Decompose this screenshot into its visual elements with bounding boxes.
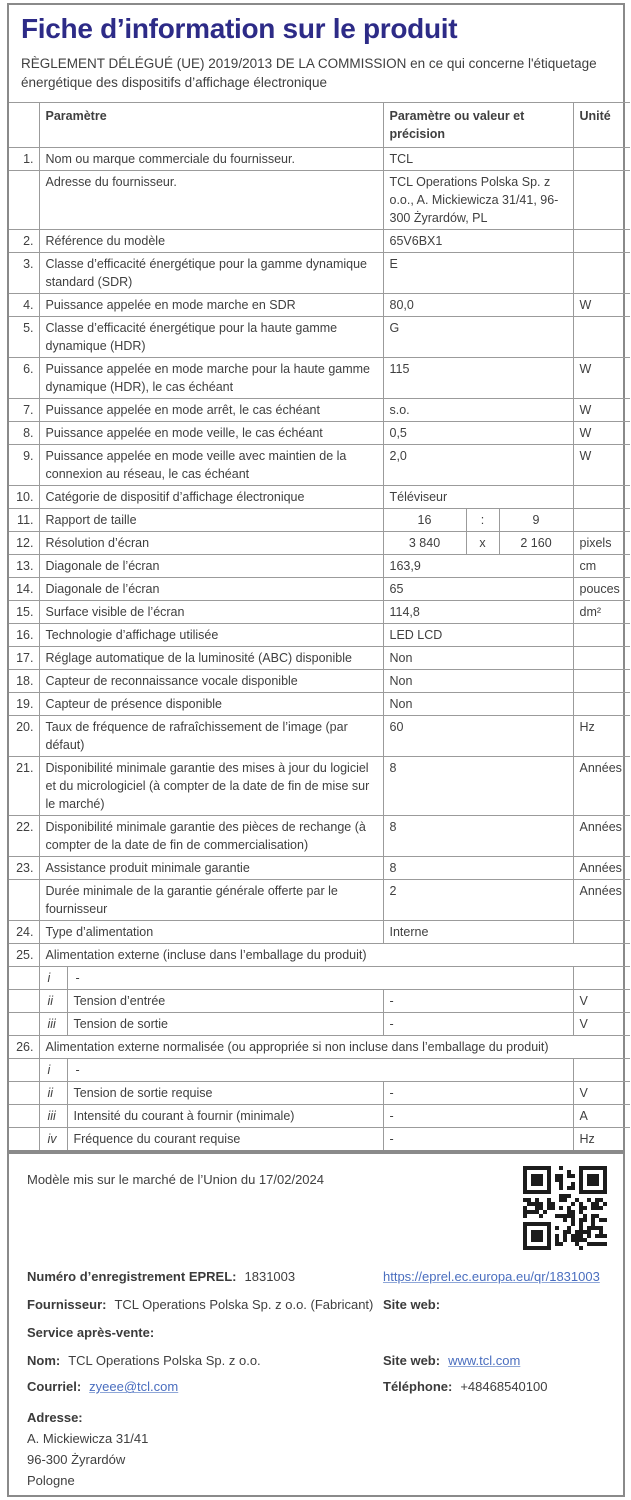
row-number: 23. (9, 857, 39, 880)
param-label: Catégorie de dispositif d’affichage électronique (39, 486, 383, 509)
ratio-height: 9 (532, 513, 540, 528)
table-row (9, 253, 630, 294)
eprel-number: 1831003 (244, 1269, 296, 1285)
param-value: - (383, 1105, 573, 1128)
row-number: 8. (9, 422, 39, 445)
email-label: Courriel: (27, 1379, 82, 1395)
param-label: Rapport de taille (39, 509, 383, 532)
param-label: Adresse du fournisseur. (39, 171, 383, 230)
param-unit: W (573, 358, 630, 399)
param-unit: V (573, 1013, 630, 1036)
param-value: Non (383, 647, 573, 670)
param-unit (573, 670, 630, 693)
param-unit: A (573, 1105, 630, 1128)
param-label: Référence du modèle (39, 230, 383, 253)
eprel-row (27, 1269, 607, 1284)
row-number: 20. (9, 716, 39, 757)
param-value: Téléviseur (383, 486, 573, 509)
param-label: Classe d’efficacité énergétique pour la haute gamme dynamique (HDR) (39, 317, 383, 358)
row-number: 15. (9, 601, 39, 624)
table-row (9, 757, 630, 816)
table-subrow (9, 990, 630, 1013)
registration-footer-box (7, 1152, 625, 1497)
table-row (9, 857, 630, 880)
table-row (9, 647, 630, 670)
row-number (9, 1128, 39, 1151)
param-value: 80,0 (383, 294, 573, 317)
table-row (9, 509, 630, 532)
param-label: Disponibilité minimale garantie des mises à jour du logiciel et du micrologiciel (à compter de la date de fin de mise sur le marché) (39, 757, 383, 816)
row-number: 12. (9, 532, 39, 555)
table-row (9, 716, 630, 757)
table-section-row (9, 1036, 630, 1059)
row-number (9, 967, 39, 990)
row-number: 19. (9, 693, 39, 716)
product-info-box (7, 3, 625, 1152)
param-unit: Hz (573, 716, 630, 757)
param-unit (573, 230, 630, 253)
param-unit (573, 486, 630, 509)
table-row (9, 555, 630, 578)
resolution-height: 2 160 (520, 536, 552, 551)
qr-code (523, 1166, 607, 1250)
param-unit (573, 1059, 630, 1082)
param-value: - (383, 1013, 573, 1036)
param-label: Tension de sortie (67, 1013, 383, 1036)
param-unit (573, 624, 630, 647)
param-label: Résolution d’écran (39, 532, 383, 555)
row-number: 18. (9, 670, 39, 693)
phone-value: +48468540100 (460, 1379, 548, 1395)
param-label: Puissance appelée en mode arrêt, le cas échéant (39, 399, 383, 422)
row-number: 24. (9, 921, 39, 944)
param-label: Puissance appelée en mode veille avec maintien de la connexion au réseau, le cas échéant (39, 445, 383, 486)
param-value: 8 (383, 757, 573, 816)
row-number: 22. (9, 816, 39, 857)
param-label: Surface visible de l’écran (39, 601, 383, 624)
row-number: 16. (9, 624, 39, 647)
param-value: - (383, 990, 573, 1013)
row-number (9, 1082, 39, 1105)
table-subrow (9, 1105, 630, 1128)
param-label: Réglage automatique de la luminosité (ABC) disponible (39, 647, 383, 670)
param-value: 0,5 (383, 422, 573, 445)
table-subrow (9, 967, 630, 990)
param-value: 65V6BX1 (383, 230, 573, 253)
param-unit (573, 967, 630, 990)
row-number: 10. (9, 486, 39, 509)
section-label: Alimentation externe (incluse dans l’emballage du produit) (39, 944, 630, 967)
param-value: - (383, 1082, 573, 1105)
param-label: Diagonale de l’écran (39, 578, 383, 601)
email-link[interactable]: zyeee@tcl.com (89, 1379, 179, 1395)
param-unit (573, 921, 630, 944)
param-label: Fréquence du courant requise (67, 1128, 383, 1151)
table-row (9, 230, 630, 253)
name-label: Nom: (27, 1353, 61, 1369)
param-value: 8 (383, 816, 573, 857)
param-label: Tension d’entrée (67, 990, 383, 1013)
row-number (9, 171, 39, 230)
param-unit (573, 317, 630, 358)
table-row (9, 294, 630, 317)
subrow-numeral: i (39, 967, 67, 990)
param-label: Intensité du courant à fournir (minimale) (67, 1105, 383, 1128)
param-value: 65 (383, 578, 573, 601)
row-number: 1. (9, 148, 39, 171)
supplier-label: Fournisseur: (27, 1297, 107, 1313)
row-number (9, 880, 39, 921)
eprel-label: Numéro d’enregistrement EPREL: (27, 1269, 237, 1285)
row-number: 2. (9, 230, 39, 253)
param-unit: Années (573, 757, 630, 816)
subrow-numeral: i (39, 1059, 67, 1082)
param-value: Non (383, 670, 573, 693)
param-unit: V (573, 1082, 630, 1105)
param-label: Disponibilité minimale garantie des pièces de rechange (à compter de la date de fin de commercialisation) (39, 816, 383, 857)
supplier-value: TCL Operations Polska Sp. z o.o. (Fabricant) (114, 1297, 374, 1313)
param-label: Technologie d’affichage utilisée (39, 624, 383, 647)
param-value: 2,0 (383, 445, 573, 486)
table-row (9, 921, 630, 944)
param-unit (573, 171, 630, 230)
row-number (9, 990, 39, 1013)
param-value: Non (383, 693, 573, 716)
table-row (9, 816, 630, 857)
address-line: A. Mickiewicza 31/41 (27, 1431, 149, 1447)
param-value-split (383, 532, 573, 555)
param-unit: W (573, 399, 630, 422)
table-row (9, 445, 630, 486)
subrow-numeral: ii (39, 990, 67, 1013)
resolution-width: 3 840 (408, 536, 441, 551)
param-label: Capteur de présence disponible (39, 693, 383, 716)
param-unit: W (573, 445, 630, 486)
row-number: 21. (9, 757, 39, 816)
table-row (9, 317, 630, 358)
service-name-row (27, 1353, 607, 1368)
param-unit: W (573, 422, 630, 445)
table-row (9, 601, 630, 624)
address-block (27, 1407, 607, 1491)
param-label: Puissance appelée en mode veille, le cas échéant (39, 422, 383, 445)
param-label: Classe d’efficacité énergétique pour la gamme dynamique standard (SDR) (39, 253, 383, 294)
param-unit: pouces (573, 578, 630, 601)
param-value: TCL Operations Polska Sp. z o.o., A. Mickiewicza 31/41, 96-300 Żyrardów, PL (383, 171, 573, 230)
param-unit (573, 509, 630, 532)
row-number: 11. (9, 509, 39, 532)
param-label: Puissance appelée en mode marche pour la haute gamme dynamique (HDR), le cas échéant (39, 358, 383, 399)
param-value: 60 (383, 716, 573, 757)
contact-row (27, 1379, 607, 1394)
param-unit: pixels (573, 532, 630, 555)
row-number: 26. (9, 1036, 39, 1059)
subrow-numeral: iii (39, 1105, 67, 1128)
row-number: 25. (9, 944, 39, 967)
address-line: Pologne (27, 1473, 75, 1489)
param-value: 163,9 (383, 555, 573, 578)
name-value: TCL Operations Polska Sp. z o.o. (68, 1353, 261, 1369)
param-label: Nom ou marque commerciale du fournisseur. (39, 148, 383, 171)
param-unit (573, 148, 630, 171)
supplier-row (27, 1297, 607, 1312)
row-number (9, 1105, 39, 1128)
ratio-width: 16 (417, 513, 432, 528)
param-value-split (383, 509, 573, 532)
table-subrow (9, 1082, 630, 1105)
address-line: 96-300 Żyrardów (27, 1452, 126, 1468)
param-label: Durée minimale de la garantie générale offerte par le fournisseur (39, 880, 383, 921)
param-unit: V (573, 990, 630, 1013)
eprel-link[interactable]: https://eprel.ec.europa.eu/qr/1831003 (383, 1269, 600, 1285)
ratio-separator: : (466, 509, 500, 531)
table-header-row (9, 103, 630, 148)
param-value: LED LCD (383, 624, 573, 647)
header-value: Paramètre ou valeur et précision (383, 103, 573, 148)
param-unit (573, 253, 630, 294)
row-number: 14. (9, 578, 39, 601)
table-row (9, 148, 630, 171)
row-number: 5. (9, 317, 39, 358)
row-number: 17. (9, 647, 39, 670)
table-row (9, 578, 630, 601)
param-label: Taux de fréquence de rafraîchissement de l’image (par défaut) (39, 716, 383, 757)
table-row (9, 880, 630, 921)
site-web-label: Site web: (383, 1353, 441, 1369)
resolution-separator: x (466, 532, 500, 554)
param-value: 8 (383, 857, 573, 880)
param-label: Assistance produit minimale garantie (39, 857, 383, 880)
table-row (9, 670, 630, 693)
table-subrow (9, 1128, 630, 1151)
table-subrow (9, 1059, 630, 1082)
subrow-numeral: iv (39, 1128, 67, 1151)
row-number: 13. (9, 555, 39, 578)
subrow-numeral: iii (39, 1013, 67, 1036)
param-value: 114,8 (383, 601, 573, 624)
param-value: TCL (383, 148, 573, 171)
subrow-numeral: ii (39, 1082, 67, 1105)
row-number: 6. (9, 358, 39, 399)
param-value: s.o. (383, 399, 573, 422)
param-value: E (383, 253, 573, 294)
page-title: Fiche d’information sur le produit (21, 13, 458, 44)
param-value: - (383, 1128, 573, 1151)
param-label: - (67, 1059, 573, 1082)
product-parameters-table (9, 102, 630, 1150)
table-section-row (9, 944, 630, 967)
param-unit: dm² (573, 601, 630, 624)
table-row (9, 171, 630, 230)
param-unit: Années (573, 816, 630, 857)
row-number: 4. (9, 294, 39, 317)
header-unit: Unité (573, 103, 630, 148)
section-label: Alimentation externe normalisée (ou appropriée si non incluse dans l’emballage du produit) (39, 1036, 630, 1059)
table-row (9, 624, 630, 647)
param-label: Type d’alimentation (39, 921, 383, 944)
header-number-cell (9, 103, 39, 148)
param-unit (573, 693, 630, 716)
table-row (9, 693, 630, 716)
table-row (9, 532, 630, 555)
row-number (9, 1059, 39, 1082)
param-unit: cm (573, 555, 630, 578)
document-header (9, 5, 623, 102)
tcl-website-link[interactable]: www.tcl.com (448, 1353, 521, 1369)
address-label: Adresse: (27, 1410, 83, 1426)
table-row (9, 358, 630, 399)
phone-label: Téléphone: (383, 1379, 453, 1395)
param-label: Diagonale de l’écran (39, 555, 383, 578)
site-web-label: Site web: (383, 1297, 441, 1313)
table-subrow (9, 1013, 630, 1036)
eprel-number-group (27, 1269, 383, 1284)
param-value: Interne (383, 921, 573, 944)
row-number: 7. (9, 399, 39, 422)
param-value: G (383, 317, 573, 358)
param-label: Puissance appelée en mode marche en SDR (39, 294, 383, 317)
market-date-line: Modèle mis sur le marché de l’Union du 17/02/2024 (27, 1172, 325, 1188)
param-unit: Années (573, 857, 630, 880)
regulation-subtitle: RÈGLEMENT DÉLÉGUÉ (UE) 2019/2013 DE LA COMMISSION en ce qui concerne l'étiquetage énergétique des dispositifs d’affichage électronique (21, 56, 597, 90)
row-number: 9. (9, 445, 39, 486)
table-row (9, 422, 630, 445)
param-unit: Hz (573, 1128, 630, 1151)
param-label: Tension de sortie requise (67, 1082, 383, 1105)
param-value: 2 (383, 880, 573, 921)
param-unit (573, 647, 630, 670)
table-row (9, 486, 630, 509)
param-unit: Années (573, 880, 630, 921)
header-param: Paramètre (39, 103, 383, 148)
param-label: - (67, 967, 573, 990)
row-number: 3. (9, 253, 39, 294)
param-label: Capteur de reconnaissance vocale disponible (39, 670, 383, 693)
row-number (9, 1013, 39, 1036)
param-value: 115 (383, 358, 573, 399)
after-sales-row (27, 1325, 607, 1340)
param-unit: W (573, 294, 630, 317)
table-row (9, 399, 630, 422)
after-sales-label: Service après-vente: (27, 1325, 155, 1341)
